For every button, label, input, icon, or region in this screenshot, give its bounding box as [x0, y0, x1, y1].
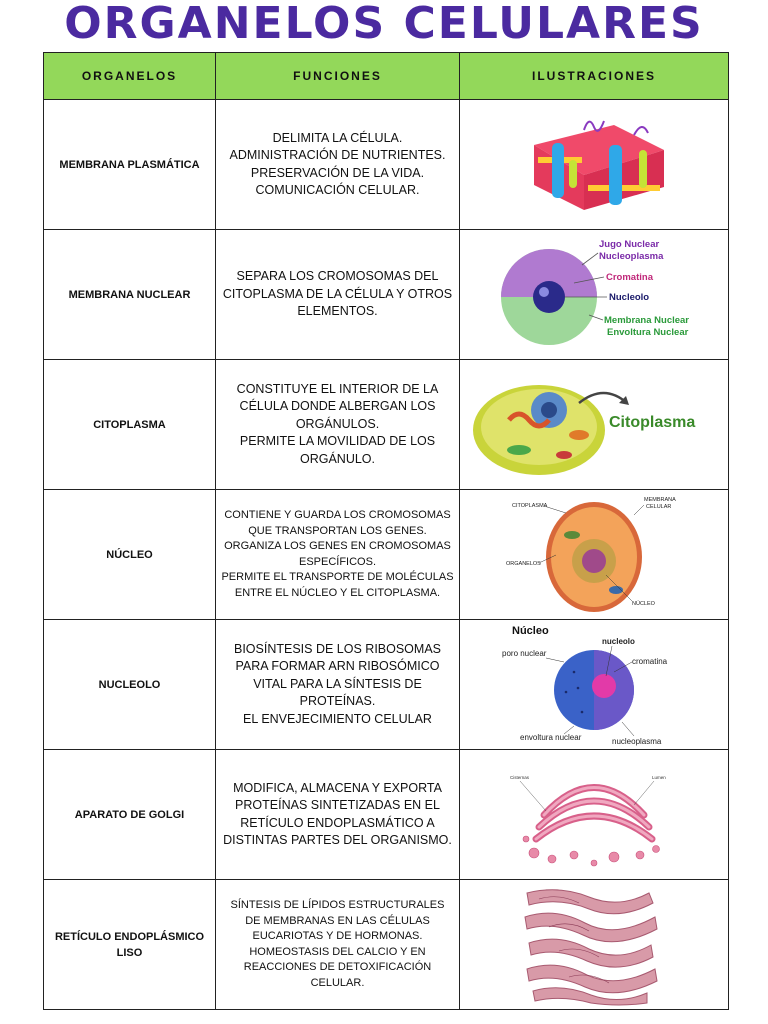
label-nucleolo: Nucleolo	[609, 291, 650, 303]
organelle-name: NUCLEOLO	[44, 620, 216, 750]
nucleus-illustration	[494, 495, 694, 615]
organelle-name: MEMBRANA NUCLEAR	[44, 230, 216, 360]
illustration-cell	[460, 620, 729, 750]
table-row	[44, 490, 729, 620]
label-poro-nuclear: poro nuclear	[502, 648, 547, 658]
function-line: ORGANIZA LOS GENES EN CROMOSOMAS	[224, 540, 451, 552]
organelle-functions	[216, 880, 460, 1010]
nucleolus-illustration	[494, 622, 694, 748]
function-line: PROTEÍNAS SINTETIZADAS EN EL	[235, 798, 440, 812]
label-nucleolo-small: nucleolo	[602, 636, 635, 646]
illustration-cell	[460, 100, 729, 230]
organelles-table	[43, 52, 729, 1010]
function-line: CELULAR.	[310, 976, 365, 989]
function-line: PARA FORMAR ARN RIBOSÓMICO	[235, 659, 440, 674]
label-envoltura-nuclear-small: envoltura nuclear	[520, 732, 582, 742]
organelle-name: APARATO DE GOLGI	[44, 750, 216, 880]
function-line: EL ENVEJECIMIENTO CELULAR	[243, 711, 432, 726]
label-envoltura-nuclear: Envoltura Nuclear	[607, 326, 689, 338]
function-line: CONTIENE Y GUARDA LOS CROMOSOMAS	[224, 509, 451, 521]
function-line: SÍNTESIS DE LÍPIDOS ESTRUCTURALES	[230, 899, 445, 911]
organelle-functions	[216, 750, 460, 880]
function-line: CÉLULA DONDE ALBERGAN LOS	[239, 399, 436, 414]
table-row	[44, 620, 729, 750]
table-row	[44, 230, 729, 360]
function-line: VITAL PARA LA SÍNTESIS DE	[253, 676, 422, 691]
label-citoplasma-small: CITOPLASMA	[512, 502, 548, 509]
label-jugo-nuclear: Jugo Nuclear	[599, 238, 660, 250]
function-line: DE MEMBRANAS EN LAS CÉLULAS	[245, 914, 430, 927]
label-nucleo-small: NÚCLEO	[632, 600, 655, 607]
organelle-name-line: LISO	[116, 946, 143, 959]
function-line: QUE TRANSPORTAN LOS GENES.	[248, 524, 427, 537]
organelle-functions	[216, 230, 460, 360]
function-line: PERMITE EL TRANSPORTE DE MOLÉCULAS	[221, 571, 454, 583]
function-line: PRESERVACIÓN DE LA VIDA.	[250, 165, 425, 180]
label-organelos: ORGANELOS	[506, 560, 541, 567]
label-celular: CELULAR	[646, 503, 672, 510]
table-row	[44, 750, 729, 880]
table-row	[44, 360, 729, 490]
table-header-row	[44, 53, 729, 100]
function-line: CITOPLASMA DE LA CÉLULA Y OTROS	[222, 286, 453, 301]
function-line: DISTINTAS PARTES DEL ORGANISMO.	[223, 833, 452, 847]
header-funciones: FUNCIONES	[216, 53, 460, 100]
organelle-name: MEMBRANA PLASMÁTICA	[44, 100, 216, 230]
organelle-functions	[216, 100, 460, 230]
label-lumen: Lumen	[652, 774, 666, 780]
function-line: PROTEÍNAS.	[299, 694, 376, 709]
smooth-er-illustration	[519, 883, 669, 1007]
golgi-illustration	[494, 755, 694, 875]
function-line: ORGÁNULO.	[299, 451, 375, 466]
header-organelos: ORGANELOS	[44, 53, 216, 100]
label-cromatina: Cromatina	[606, 271, 653, 283]
function-line: EUCARIOTAS Y DE HORMONAS.	[252, 930, 423, 942]
function-line: SEPARA LOS CROMOSOMAS DEL	[236, 269, 439, 284]
organelle-name	[44, 880, 216, 1010]
illustration-cell	[460, 880, 729, 1010]
table-row	[44, 100, 729, 230]
function-line: DELIMITA LA CÉLULA.	[272, 130, 403, 145]
label-nucleoplasma: Nucleoplasma	[599, 250, 664, 262]
label-membrana: MEMBRANA	[644, 496, 676, 503]
label-citoplasma: Citoplasma	[609, 413, 696, 431]
illustration-cell	[460, 360, 729, 490]
organelle-functions	[216, 360, 460, 490]
cytoplasm-illustration	[469, 365, 719, 485]
organelle-functions	[216, 490, 460, 620]
function-line: HOMEOSTASIS DEL CALCIO Y EN	[249, 945, 426, 958]
function-line: ENTRE EL NÚCLEO Y EL CITOPLASMA.	[234, 586, 441, 599]
label-nucleo-title: Núcleo	[512, 624, 549, 637]
header-ilustraciones: ILUSTRACIONES	[460, 53, 729, 100]
function-line: COMUNICACIÓN CELULAR.	[255, 183, 420, 197]
function-line: MODIFICA, ALMACENA Y EXPORTA	[233, 780, 442, 795]
function-line: RETÍCULO ENDOPLASMÁTICO A	[240, 815, 435, 830]
label-cisternas: Cisternas	[510, 774, 530, 780]
function-line: PERMITE LA MOVILIDAD DE LOS	[239, 434, 436, 449]
function-line: ELEMENTOS.	[297, 304, 378, 319]
organelle-name: CITOPLASMA	[44, 360, 216, 490]
illustration-cell	[460, 230, 729, 360]
table-row	[44, 880, 729, 1010]
function-line: REACCIONES DE DETOXIFICACIÓN	[243, 961, 432, 973]
function-line: CONSTITUYE EL INTERIOR DE LA	[236, 381, 439, 396]
plasma-membrane-illustration	[514, 105, 674, 225]
organelle-functions	[216, 620, 460, 750]
function-line: ADMINISTRACIÓN DE NUTRIENTES.	[229, 148, 446, 162]
function-line: BIOSÍNTESIS DE LOS RIBOSOMAS	[234, 641, 441, 656]
organelle-name: NÚCLEO	[44, 490, 216, 620]
function-line: ESPECÍFICOS.	[298, 555, 377, 568]
label-membrana-nuclear: Membrana Nuclear	[604, 314, 690, 326]
function-line: ORGÁNULOS.	[295, 416, 380, 431]
label-nucleoplasma-small: nucleoplasma	[612, 736, 662, 746]
illustration-cell	[460, 750, 729, 880]
label-cromatina-small: cromatina	[632, 656, 668, 666]
organelle-name-line: RETÍCULO ENDOPLÁSMICO	[54, 930, 205, 943]
illustration-cell	[460, 490, 729, 620]
nuclear-membrane-illustration	[494, 235, 694, 355]
page-title: ORGANELOS CELULARES	[64, 0, 704, 49]
